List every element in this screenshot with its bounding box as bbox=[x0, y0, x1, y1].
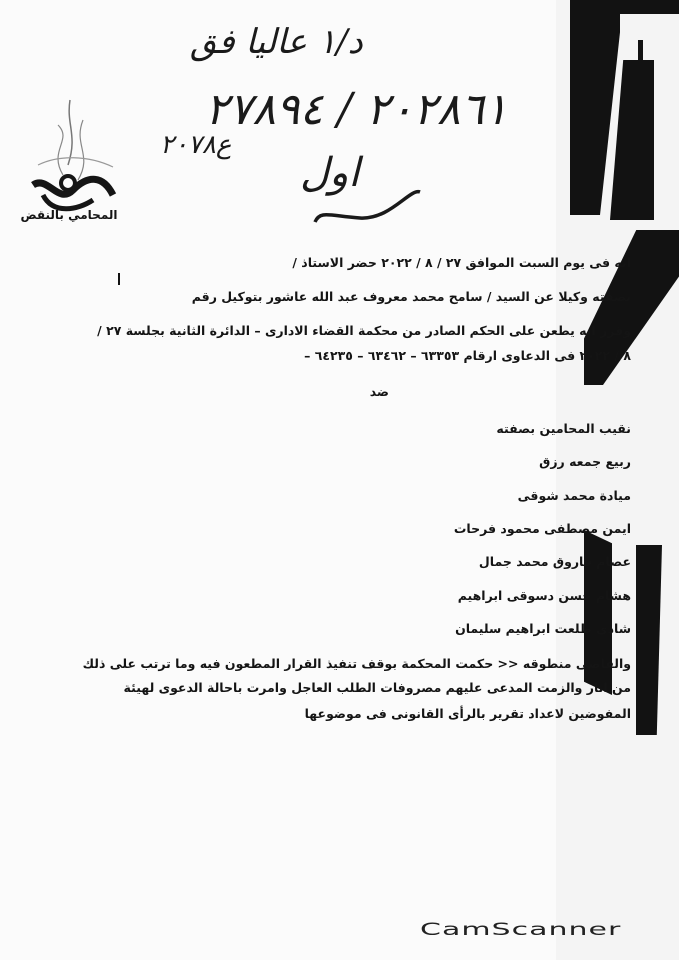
body-line-2: بصفته وكيلا عن السيد / سامح محمد معروف عبد الله عاشور بتوكيل رقم bbox=[191, 289, 631, 304]
handwritten-code: ع٢٠٧٨ bbox=[160, 130, 232, 160]
camscanner-watermark: CamScanner bbox=[420, 920, 622, 940]
body-line-3: وقرر انه يطعن على الحكم الصادر من محكمة القضاء الادارى – الدائرة الثانية بجلسة ٢٧ / bbox=[97, 323, 631, 338]
party-2: ربيع جمعه رزق bbox=[539, 454, 631, 469]
handwritten-note-3: اول bbox=[300, 150, 360, 196]
ruling-line-1: والقاضى منطوقه << حكمت المحكمة بوقف تنفيذ القرار المطعون فيه وما ترتب على ذلك bbox=[82, 656, 631, 671]
ruling-line-2: من اثار والزمت المدعى عليهم مصروفات الطلب العاجل وامرت باحالة الدعوى لهيئة bbox=[123, 680, 631, 695]
handwritten-note-2: ٢٠٢٨٦١ / ٢٧٨٩٤ bbox=[205, 84, 508, 135]
scan-shadow-tick bbox=[638, 40, 643, 78]
scan-shadow-corner bbox=[570, 0, 620, 215]
party-3: ميادة محمد شوقى bbox=[517, 488, 631, 503]
party-6: هشام حسن دسوقى ابراهيم bbox=[457, 588, 631, 603]
party-5: عصام فاروق محمد جمال bbox=[478, 554, 631, 569]
body-line-1: انه فى يوم السبت الموافق ٢٧ / ٨ / ٢٠٢٢ حضر الاستاذ / bbox=[292, 255, 631, 270]
handwritten-stroke bbox=[300, 180, 460, 240]
party-1: نقيب المحامين بصفته bbox=[496, 421, 631, 436]
party-4: ايمن مصطفى محمود فرحات bbox=[453, 521, 631, 536]
against-label: ضد bbox=[369, 384, 389, 399]
handwritten-note-1: د/١ عاليا فق bbox=[190, 22, 363, 62]
scan-border-strip bbox=[556, 0, 679, 960]
body-line-4: ٨ / ٢٠٢٢ فى الدعاوى ارقام ٦٣٣٥٣ – ٦٣٤٦٢ – ٦٤٢٣٥ – bbox=[304, 348, 631, 363]
logo-caption: المحامي بالنقض bbox=[20, 208, 118, 222]
scan-shadow-stripe bbox=[636, 545, 662, 735]
margin-tick bbox=[118, 273, 120, 285]
party-7: شادى طلعت ابراهيم سليمان bbox=[455, 621, 631, 636]
ruling-line-3: المفوضين لاعداد تقرير بالرأى القانونى فى موضوعها bbox=[304, 706, 631, 721]
scan-shadow-block bbox=[610, 60, 654, 220]
